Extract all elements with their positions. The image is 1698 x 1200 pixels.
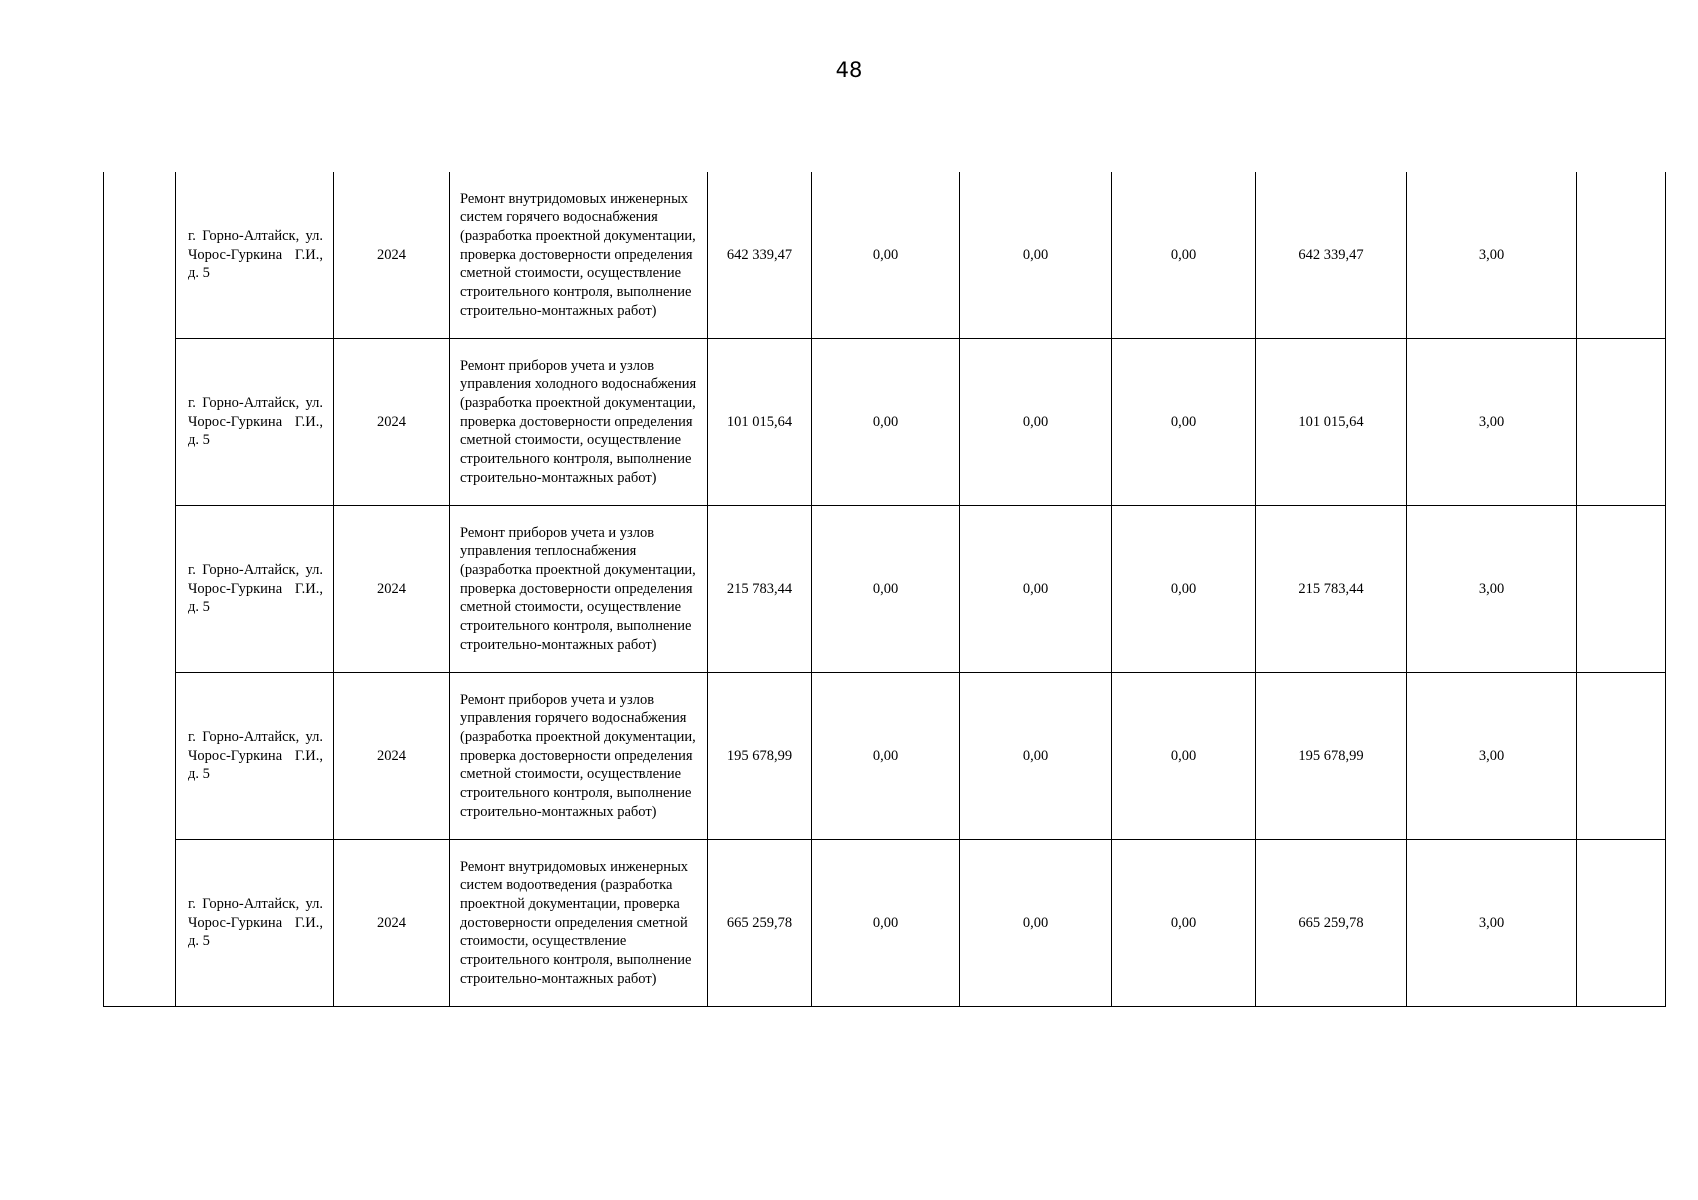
total-cost-cell: 642 339,47	[708, 172, 812, 339]
empty-cell	[1577, 506, 1666, 673]
row-group-number-cell	[104, 172, 176, 1007]
table-row	[104, 339, 1666, 506]
table-row	[104, 673, 1666, 840]
table-row	[104, 172, 1666, 339]
empty-cell	[1577, 673, 1666, 840]
work-description-cell: Ремонт приборов учета и узлов управления горячего водоснабжения (разработка проектной документации, проверка достоверности определения сметной стоимости, осуществление строительного контроля, выполнение строительно-монтажных работ)	[450, 673, 708, 840]
funding-cell-4: 195 678,99	[1256, 673, 1407, 840]
empty-cell	[1577, 840, 1666, 1007]
year-cell: 2024	[334, 339, 450, 506]
funding-cell-2: 0,00	[960, 506, 1112, 673]
work-description-cell: Ремонт внутридомовых инженерных систем водоотведения (разработка проектной документации, проверка достоверности определения сметной стоимости, осуществление строительного контроля, выполнение строительно-монтажных работ)	[450, 840, 708, 1007]
year-cell: 2024	[334, 172, 450, 339]
funding-cell-1: 0,00	[812, 339, 960, 506]
year-cell: 2024	[334, 506, 450, 673]
address-cell: г. Горно-Алтайск, ул. Чорос-Гуркина Г.И., д. 5	[176, 339, 334, 506]
funding-cell-2: 0,00	[960, 339, 1112, 506]
total-cost-cell: 101 015,64	[708, 339, 812, 506]
funding-cell-3: 0,00	[1112, 172, 1256, 339]
funding-cell-3: 0,00	[1112, 840, 1256, 1007]
funding-cell-3: 0,00	[1112, 673, 1256, 840]
funding-cell-2: 0,00	[960, 172, 1112, 339]
address-cell: г. Горно-Алтайск, ул. Чорос-Гуркина Г.И., д. 5	[176, 673, 334, 840]
work-description-cell: Ремонт приборов учета и узлов управления теплоснабжения (разработка проектной документации, проверка достоверности определения сметной стоимости, осуществление строительного контроля, выполнение строительно-монтажных работ)	[450, 506, 708, 673]
funding-cell-4: 101 015,64	[1256, 339, 1407, 506]
funding-cell-3: 0,00	[1112, 506, 1256, 673]
funding-cell-1: 0,00	[812, 673, 960, 840]
funding-cell-1: 0,00	[812, 840, 960, 1007]
funding-cell-5: 3,00	[1407, 673, 1577, 840]
total-cost-cell: 215 783,44	[708, 506, 812, 673]
year-cell: 2024	[334, 840, 450, 1007]
address-cell: г. Горно-Алтайск, ул. Чорос-Гуркина Г.И., д. 5	[176, 172, 334, 339]
works-table	[103, 172, 1666, 1007]
work-description-cell: Ремонт приборов учета и узлов управления холодного водоснабжения (разработка проектной документации, проверка достоверности определения сметной стоимости, осуществление строительного контроля, выполнение строительно-монтажных работ)	[450, 339, 708, 506]
funding-cell-5: 3,00	[1407, 172, 1577, 339]
funding-cell-4: 665 259,78	[1256, 840, 1407, 1007]
funding-cell-3: 0,00	[1112, 339, 1256, 506]
table-row	[104, 840, 1666, 1007]
funding-cell-5: 3,00	[1407, 840, 1577, 1007]
empty-cell	[1577, 339, 1666, 506]
funding-cell-1: 0,00	[812, 172, 960, 339]
funding-cell-1: 0,00	[812, 506, 960, 673]
address-cell: г. Горно-Алтайск, ул. Чорос-Гуркина Г.И., д. 5	[176, 840, 334, 1007]
funding-cell-5: 3,00	[1407, 339, 1577, 506]
funding-cell-4: 215 783,44	[1256, 506, 1407, 673]
year-cell: 2024	[334, 673, 450, 840]
page-number: 48	[835, 58, 863, 82]
total-cost-cell: 665 259,78	[708, 840, 812, 1007]
funding-cell-2: 0,00	[960, 840, 1112, 1007]
funding-cell-2: 0,00	[960, 673, 1112, 840]
work-description-cell: Ремонт внутридомовых инженерных систем горячего водоснабжения (разработка проектной документации, проверка достоверности определения сметной стоимости, осуществление строительного контроля, выполнение строительно-монтажных работ)	[450, 172, 708, 339]
total-cost-cell: 195 678,99	[708, 673, 812, 840]
funding-cell-5: 3,00	[1407, 506, 1577, 673]
table-row	[104, 506, 1666, 673]
address-cell: г. Горно-Алтайск, ул. Чорос-Гуркина Г.И., д. 5	[176, 506, 334, 673]
empty-cell	[1577, 172, 1666, 339]
funding-cell-4: 642 339,47	[1256, 172, 1407, 339]
